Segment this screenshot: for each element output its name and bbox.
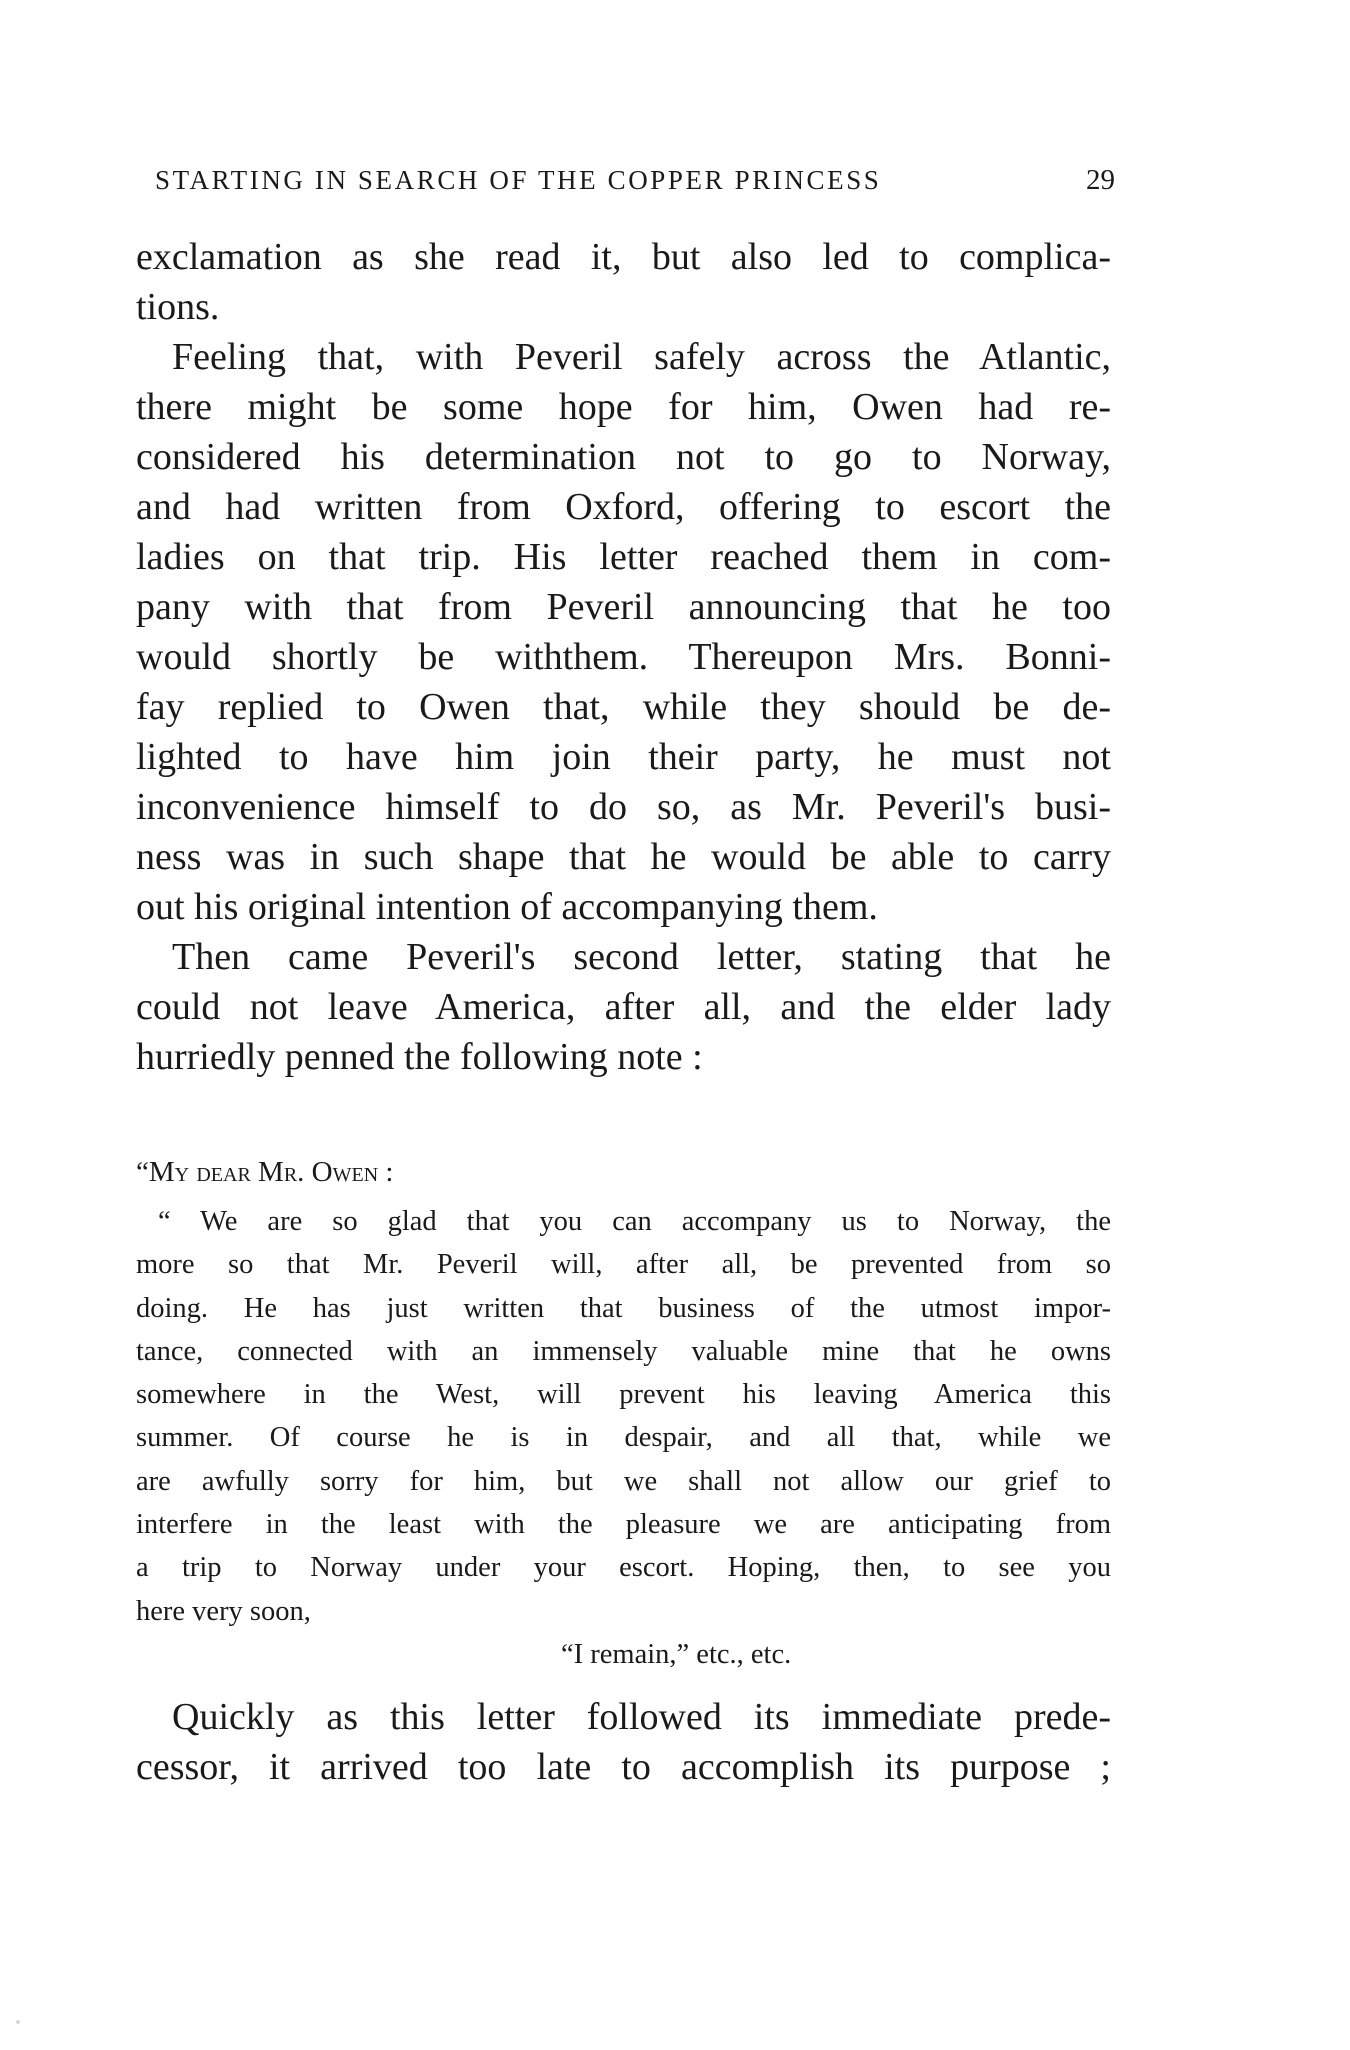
- letter-line: here very soon,: [136, 1595, 311, 1627]
- letter-line: summer. Of course he is in despair, and all that, while we: [136, 1422, 1111, 1454]
- letter-line: somewhere in the West, will prevent his leaving America this: [136, 1379, 1111, 1411]
- text-line: fay replied to Owen that, while they should be de-: [136, 686, 1111, 728]
- text-line: inconvenience himself to do so, as Mr. Peveril's busi-: [136, 786, 1111, 828]
- text-line: hurriedly penned the following note :: [136, 1036, 703, 1078]
- letter-line: are awfully sorry for him, but we shall not allow our grief to: [136, 1465, 1111, 1497]
- text-line: and had written from Oxford, offering to escort the: [136, 486, 1111, 528]
- text-line: ladies on that trip. His letter reached them in com-: [136, 536, 1111, 578]
- letter-line: interfere in the least with the pleasure we are anticipating from: [136, 1509, 1111, 1541]
- text-line: there might be some hope for him, Owen had re-: [136, 386, 1111, 428]
- text-line: lighted to have him join their party, he must not: [136, 736, 1111, 778]
- salutation-quote-mark: “: [136, 1156, 149, 1188]
- letter-line: doing. He has just written that business of the utmost impor-: [136, 1292, 1111, 1324]
- letter-signoff: “I remain,” etc., etc.: [561, 1638, 792, 1670]
- running-head: [155, 163, 1115, 197]
- letter-line: “ We are so glad that you can accompany us to Norway, the: [158, 1206, 1111, 1237]
- text-line: Feeling that, with Peveril safely across the Atlantic,: [172, 336, 1111, 378]
- text-line: considered his determination not to go to Norway,: [136, 436, 1111, 478]
- text-line: tions.: [136, 286, 220, 328]
- text-line: could not leave America, after all, and the elder lady: [136, 986, 1111, 1028]
- text-line: Then came Peveril's second letter, stating that he: [172, 936, 1111, 978]
- letter-line: a trip to Norway under your escort. Hoping, then, to see you: [136, 1552, 1111, 1584]
- text-line: Quickly as this letter followed its immediate prede-: [172, 1696, 1111, 1738]
- letter-salutation: [136, 1152, 1111, 1200]
- text-line: out his original intention of accompanying them.: [136, 886, 878, 928]
- body-text: [136, 232, 1111, 1082]
- scan-speck: [16, 2020, 20, 2024]
- quoted-letter: [136, 1152, 1111, 1677]
- salutation-text: My dear Mr. Owen :: [148, 1156, 394, 1188]
- text-line: pany with that from Peveril announcing that he too: [136, 586, 1111, 628]
- closing-paragraph: [136, 1692, 1111, 1792]
- page-number: 29: [1086, 164, 1115, 196]
- chapter-title: STARTING IN SEARCH OF THE COPPER PRINCESS: [155, 165, 882, 195]
- letter-line: tance, connected with an immensely valuable mine that he owns: [136, 1335, 1111, 1367]
- letter-line: more so that Mr. Peveril will, after all, be prevented from so: [136, 1249, 1111, 1281]
- text-line: ness was in such shape that he would be able to carry: [136, 836, 1111, 878]
- text-line: exclamation as she read it, but also led to complica-: [136, 236, 1111, 278]
- text-line: cessor, it arrived too late to accomplish its purpose ;: [136, 1746, 1111, 1788]
- text-line: would shortly be withthem. Thereupon Mrs. Bonni-: [136, 636, 1111, 678]
